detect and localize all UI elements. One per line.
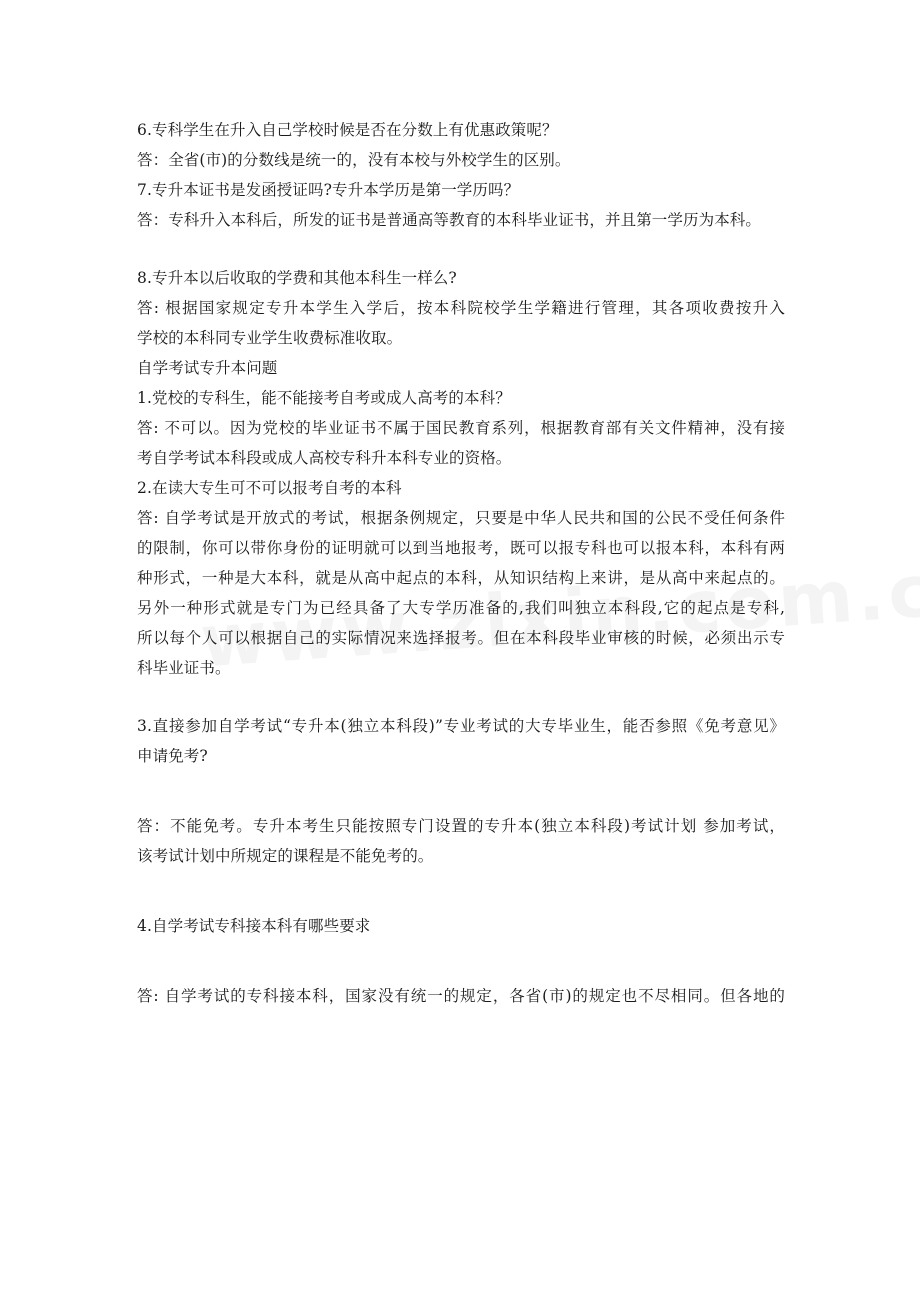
answer-4-line-1: 答: 自学考试的专科接本科，国家没有统一的规定，各省(市)的规定也不尽相同。但各地的	[137, 987, 785, 1005]
answer-6: 答：全省(市)的分数线是统一的，没有本校与外校学生的区别。	[137, 151, 571, 169]
question-8: 8.专升本以后收取的学费和其他本科生一样么?	[137, 269, 457, 287]
answer-3-line-2: 该考试计划中所规定的课程是不能免考的。	[137, 847, 434, 865]
answer-2-line-5: 所以每个人可以根据自己的实际情况来选择报考。但在本科段毕业审核的时候，必须出示专	[137, 629, 785, 647]
question-3-line-1: 3.直接参加自学考试“专升本(独立本科段)”专业考试的大专毕业生，能否参照《免考意见》	[137, 717, 785, 735]
question-4: 4.自学考试专科接本科有哪些要求	[137, 917, 371, 935]
answer-1-line-2: 考自学考试本科段或成人高校专科升本科专业的资格。	[137, 449, 512, 467]
answer-3-line-1: 答：不能免考。专升本考生只能按照专门设置的专升本(独立本科段)考试计划 参加考试，	[137, 817, 785, 835]
answer-7: 答：专科升入本科后，所发的证书是普通高等教育的本科毕业证书，并且第一学历为本科。	[137, 211, 762, 229]
answer-2-line-4: 另外一种形式就是专门为已经具备了大专学历准备的,我们叫独立本科段,它的起点是专科,	[137, 599, 785, 617]
question-6: 6.专科学生在升入自己学校时候是否在分数上有优惠政策呢？	[137, 121, 558, 139]
answer-2-line-6: 科毕业证书。	[137, 659, 231, 677]
question-2: 2.在读大专生可不可以报考自考的本科	[137, 479, 402, 497]
answer-2-line-2: 的限制，你可以带你身份的证明就可以到当地报考，既可以报专科也可以报本科，本科有两	[137, 539, 785, 557]
answer-8-line-2: 学校的本科同专业学生收费标准收取。	[137, 329, 403, 347]
question-7: 7.专升本证书是发函授证吗?专升本学历是第一学历吗？	[137, 181, 520, 199]
answer-2-line-3: 种形式，一种是大本科，就是从高中起点的本科，从知识结构上来讲，是从高中来起点的。	[137, 569, 785, 587]
document-page	[137, 115, 785, 1011]
answer-1-line-1: 答: 不可以。因为党校的毕业证书不属于国民教育系列，根据教育部有关文件精神，没有接	[137, 419, 785, 437]
answer-8-line-1: 答: 根据国家规定专升本学生入学后，按本科院校学生学籍进行管理，其各项收费按升入	[137, 299, 785, 317]
section-heading: 自学考试专升本问题	[137, 359, 278, 377]
answer-2-line-1: 答: 自学考试是开放式的考试，根据条例规定，只要是中华人民共和国的公民不受任何条件	[137, 509, 785, 527]
question-1: 1.党校的专科生，能不能接考自考或成人高考的本科？	[137, 389, 511, 407]
question-3-line-2: 申请免考?	[137, 747, 208, 765]
